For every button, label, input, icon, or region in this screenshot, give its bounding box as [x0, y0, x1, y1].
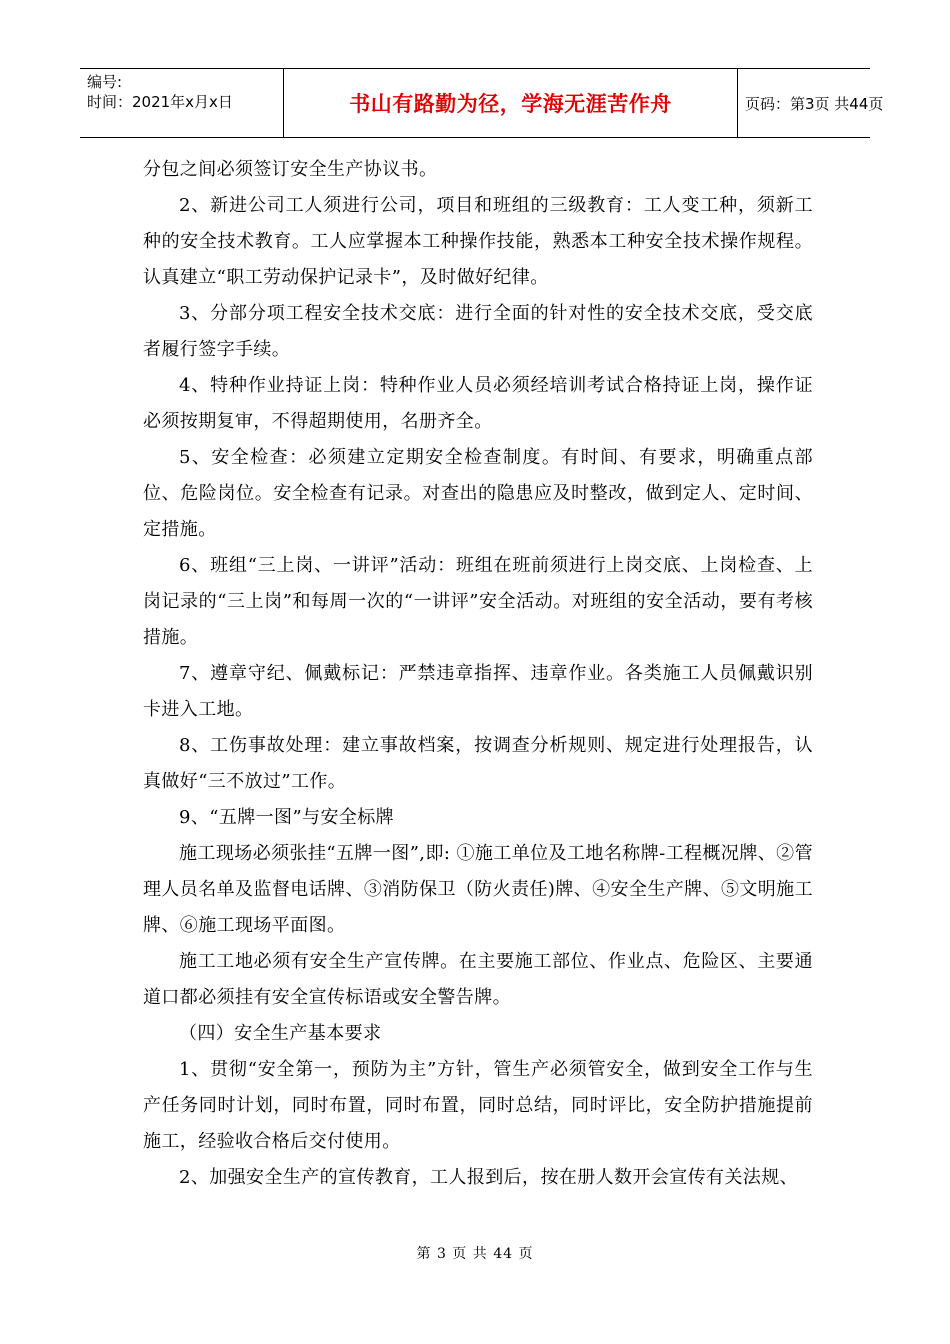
document-time-label: 时间：2021年x月x日: [87, 93, 233, 111]
paragraph: 3、分部分项工程安全技术交底：进行全面的针对性的安全技术交底，受交底者履行签字手续。: [143, 303, 813, 360]
document-header: [80, 68, 884, 138]
paragraph: 2、加强安全生产的宣传教育，工人报到后，按在册人数开会宣传有关法规、: [179, 1167, 799, 1188]
header-motto-cell: [283, 69, 738, 137]
paragraph: 分包之间必须签订安全生产协议书。: [143, 159, 438, 180]
paragraph: 2、新进公司工人须进行公司，项目和班组的三级教育：工人变工种，须新工种的安全技术教育。工人应掌握本工种操作技能，熟悉本工种安全技术操作规程。认真建立“职工劳动保护记录卡”，及时做好纪律。: [143, 195, 813, 288]
document-body: [143, 152, 813, 1196]
paragraph: 5、安全检查：必须建立定期安全检查制度。有时间、有要求，明确重点部位、危险岗位。安全检查有记录。对查出的隐患应及时整改，做到定人、定时间、定措施。: [143, 447, 813, 540]
paragraph: 4、特种作业持证上岗：特种作业人员必须经培训考试合格持证上岗，操作证必须按期复审，不得超期使用，名册齐全。: [143, 375, 813, 432]
paragraph: 施工工地必须有安全生产宣传牌。在主要施工部位、作业点、危险区、主要通道口都必须挂有安全宣传标语或安全警告牌。: [143, 951, 813, 1008]
paragraph: 1、贯彻“安全第一，预防为主”方针，管生产必须管安全，做到安全工作与生产任务同时计划，同时布置，同时布置，同时总结，同时评比，安全防护措施提前施工，经验收合格后交付使用。: [143, 1059, 813, 1152]
section-heading: （四）安全生产基本要求: [179, 1023, 382, 1044]
header-page-code: 页码：第3页 共44页: [745, 94, 884, 113]
paragraph: 6、班组“三上岗、一讲评”活动：班组在班前须进行上岗交底、上岗检查、上岗记录的“三上岗”和每周一次的“一讲评”安全活动。对班组的安全活动，要有考核措施。: [143, 555, 813, 648]
paragraph: 7、遵章守纪、佩戴标记：严禁违章指挥、违章作业。各类施工人员佩戴识别卡进入工地。: [143, 663, 813, 720]
paragraph: 8、工伤事故处理：建立事故档案，按调查分析规则、规定进行处理报告，认真做好“三不放过”工作。: [143, 735, 813, 792]
section-item-heading: 9、“五牌一图”与安全标牌: [179, 807, 395, 828]
document-number-label: 编号:: [87, 73, 123, 91]
header-page-cell: [737, 69, 884, 137]
header-motto: 书山有路勤为径，学海无涯苦作舟: [349, 92, 672, 116]
page-footer: 第 3 页 共 44 页: [416, 1246, 534, 1262]
paragraph: 施工现场必须张挂“五牌一图”,即: ①施工单位及工地名称牌-工程概况牌、②管理人员名单及监督电话牌、③消防保卫（防火责任)牌、④安全生产牌、⑤文明施工牌、⑥施工现场平面图。: [143, 843, 813, 936]
header-info-cell: [80, 69, 283, 137]
